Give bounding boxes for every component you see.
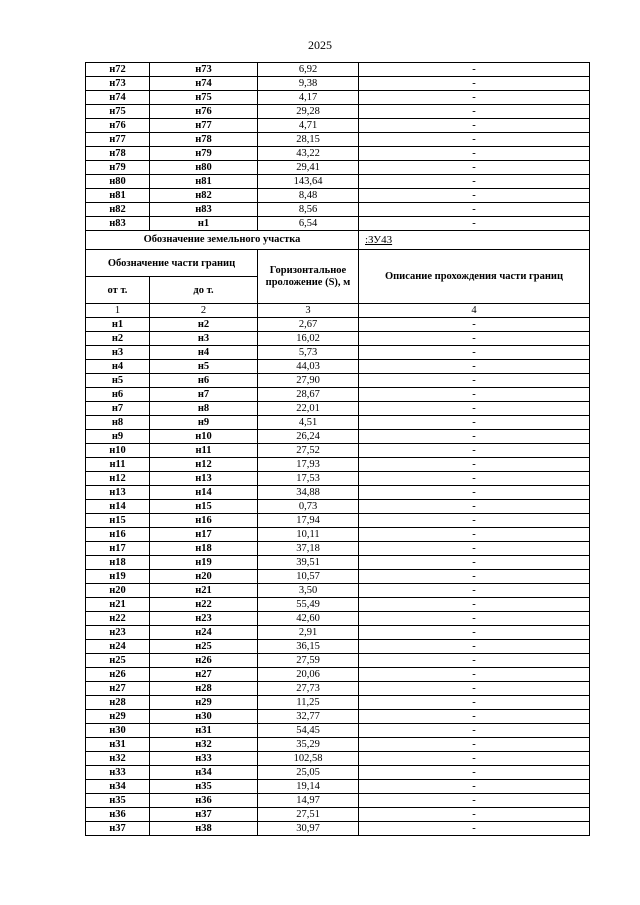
from-cell: н31 [86, 738, 150, 752]
length-cell: 4,17 [258, 91, 359, 105]
table-row [86, 203, 590, 217]
to-cell: н7 [150, 388, 258, 402]
from-cell: н15 [86, 514, 150, 528]
length-cell: 4,71 [258, 119, 359, 133]
table-row [86, 514, 590, 528]
header-from: от т. [86, 277, 150, 304]
desc-cell: - [359, 808, 590, 822]
table-row [86, 556, 590, 570]
from-cell: н2 [86, 332, 150, 346]
to-cell: н28 [150, 682, 258, 696]
table-row [86, 105, 590, 119]
table-row [86, 133, 590, 147]
from-cell: н8 [86, 416, 150, 430]
table-row [86, 822, 590, 836]
desc-cell: - [359, 486, 590, 500]
table-row [86, 346, 590, 360]
to-cell: н1 [150, 217, 258, 231]
to-cell: н20 [150, 570, 258, 584]
to-cell: н31 [150, 724, 258, 738]
to-cell: н33 [150, 752, 258, 766]
table-row [86, 766, 590, 780]
from-cell: н36 [86, 808, 150, 822]
length-cell: 11,25 [258, 696, 359, 710]
to-cell: н80 [150, 161, 258, 175]
from-cell: н10 [86, 444, 150, 458]
length-cell: 20,06 [258, 668, 359, 682]
desc-cell: - [359, 189, 590, 203]
length-cell: 27,51 [258, 808, 359, 822]
table-row [86, 63, 590, 77]
table-row [86, 416, 590, 430]
table-row [86, 612, 590, 626]
to-cell: н3 [150, 332, 258, 346]
length-cell: 28,67 [258, 388, 359, 402]
to-cell: н83 [150, 203, 258, 217]
length-cell: 39,51 [258, 556, 359, 570]
desc-cell: - [359, 668, 590, 682]
from-cell: н37 [86, 822, 150, 836]
length-cell: 5,73 [258, 346, 359, 360]
desc-cell: - [359, 346, 590, 360]
to-cell: н79 [150, 147, 258, 161]
boundary-table [85, 62, 590, 836]
length-cell: 27,52 [258, 444, 359, 458]
desc-cell: - [359, 654, 590, 668]
desc-cell: - [359, 91, 590, 105]
desc-cell: - [359, 472, 590, 486]
table-row [86, 598, 590, 612]
table-row [86, 175, 590, 189]
length-cell: 36,15 [258, 640, 359, 654]
to-cell: н22 [150, 598, 258, 612]
length-cell: 14,97 [258, 794, 359, 808]
from-cell: н30 [86, 724, 150, 738]
desc-cell: - [359, 360, 590, 374]
desc-cell: - [359, 682, 590, 696]
length-cell: 35,29 [258, 738, 359, 752]
length-cell: 2,91 [258, 626, 359, 640]
to-cell: н75 [150, 91, 258, 105]
table-row [86, 626, 590, 640]
from-cell: н22 [86, 612, 150, 626]
length-cell: 42,60 [258, 612, 359, 626]
table-row [86, 542, 590, 556]
desc-cell: - [359, 63, 590, 77]
length-cell: 29,41 [258, 161, 359, 175]
desc-cell: - [359, 105, 590, 119]
length-cell: 17,53 [258, 472, 359, 486]
from-cell: н13 [86, 486, 150, 500]
length-cell: 2,67 [258, 318, 359, 332]
from-cell: н3 [86, 346, 150, 360]
to-cell: н30 [150, 710, 258, 724]
header-part-designation: Обозначение части границ [86, 250, 258, 277]
header-num-2: 2 [150, 304, 258, 318]
header-to: до т. [150, 277, 258, 304]
from-cell: н72 [86, 63, 150, 77]
length-cell: 55,49 [258, 598, 359, 612]
desc-cell: - [359, 77, 590, 91]
table-row [86, 780, 590, 794]
desc-cell: - [359, 444, 590, 458]
desc-cell: - [359, 133, 590, 147]
length-cell: 32,77 [258, 710, 359, 724]
to-cell: н16 [150, 514, 258, 528]
length-cell: 17,93 [258, 458, 359, 472]
to-cell: н38 [150, 822, 258, 836]
length-cell: 25,05 [258, 766, 359, 780]
header-row-1 [86, 250, 590, 277]
to-cell: н78 [150, 133, 258, 147]
table-row [86, 189, 590, 203]
desc-cell: - [359, 175, 590, 189]
desc-cell: - [359, 780, 590, 794]
desc-cell: - [359, 217, 590, 231]
from-cell: н28 [86, 696, 150, 710]
length-cell: 29,28 [258, 105, 359, 119]
to-cell: н82 [150, 189, 258, 203]
from-cell: н34 [86, 780, 150, 794]
desc-cell: - [359, 430, 590, 444]
table-row [86, 91, 590, 105]
desc-cell: - [359, 696, 590, 710]
length-cell: 143,64 [258, 175, 359, 189]
desc-cell: - [359, 402, 590, 416]
table-row [86, 738, 590, 752]
length-cell: 44,03 [258, 360, 359, 374]
table-row [86, 430, 590, 444]
from-cell: н11 [86, 458, 150, 472]
from-cell: н73 [86, 77, 150, 91]
to-cell: н6 [150, 374, 258, 388]
desc-cell: - [359, 161, 590, 175]
table-row [86, 332, 590, 346]
table-row [86, 402, 590, 416]
table-row [86, 444, 590, 458]
to-cell: н14 [150, 486, 258, 500]
length-cell: 28,15 [258, 133, 359, 147]
from-cell: н17 [86, 542, 150, 556]
desc-cell: - [359, 514, 590, 528]
from-cell: н81 [86, 189, 150, 203]
table-row [86, 682, 590, 696]
to-cell: н76 [150, 105, 258, 119]
to-cell: н4 [150, 346, 258, 360]
desc-cell: - [359, 119, 590, 133]
length-cell: 26,24 [258, 430, 359, 444]
from-cell: н18 [86, 556, 150, 570]
from-cell: н33 [86, 766, 150, 780]
table-row [86, 640, 590, 654]
desc-cell: - [359, 570, 590, 584]
table-row [86, 161, 590, 175]
header-num-3: 3 [258, 304, 359, 318]
from-cell: н24 [86, 640, 150, 654]
to-cell: н18 [150, 542, 258, 556]
table-row [86, 472, 590, 486]
to-cell: н21 [150, 584, 258, 598]
length-cell: 30,97 [258, 822, 359, 836]
desc-cell: - [359, 556, 590, 570]
desc-cell: - [359, 752, 590, 766]
to-cell: н74 [150, 77, 258, 91]
from-cell: н75 [86, 105, 150, 119]
to-cell: н5 [150, 360, 258, 374]
table-row [86, 119, 590, 133]
to-cell: н35 [150, 780, 258, 794]
to-cell: н23 [150, 612, 258, 626]
to-cell: н26 [150, 654, 258, 668]
desc-cell: - [359, 724, 590, 738]
desc-cell: - [359, 147, 590, 161]
desc-cell: - [359, 458, 590, 472]
length-cell: 6,92 [258, 63, 359, 77]
from-cell: н76 [86, 119, 150, 133]
to-cell: н11 [150, 444, 258, 458]
desc-cell: - [359, 500, 590, 514]
table-row [86, 388, 590, 402]
section-header [86, 231, 590, 318]
length-cell: 27,73 [258, 682, 359, 696]
length-cell: 8,48 [258, 189, 359, 203]
from-cell: н32 [86, 752, 150, 766]
table-row [86, 724, 590, 738]
table-row [86, 500, 590, 514]
length-cell: 43,22 [258, 147, 359, 161]
table-row [86, 696, 590, 710]
length-cell: 0,73 [258, 500, 359, 514]
table-row [86, 808, 590, 822]
table-row [86, 147, 590, 161]
length-cell: 16,02 [258, 332, 359, 346]
from-cell: н74 [86, 91, 150, 105]
length-cell: 102,58 [258, 752, 359, 766]
from-cell: н78 [86, 147, 150, 161]
desc-cell: - [359, 794, 590, 808]
top-rows [86, 63, 590, 231]
desc-cell: - [359, 332, 590, 346]
length-cell: 27,90 [258, 374, 359, 388]
to-cell: н13 [150, 472, 258, 486]
header-numbers-row [86, 304, 590, 318]
to-cell: н32 [150, 738, 258, 752]
table-row [86, 570, 590, 584]
from-cell: н20 [86, 584, 150, 598]
from-cell: н14 [86, 500, 150, 514]
page-number: 2025 [308, 38, 332, 52]
table-row [86, 584, 590, 598]
from-cell: н19 [86, 570, 150, 584]
table-row [86, 654, 590, 668]
section-code: :ЗУ43 [359, 231, 590, 250]
table-row [86, 318, 590, 332]
desc-cell: - [359, 710, 590, 724]
section-title: Обозначение земельного участка [86, 231, 359, 250]
length-cell: 37,18 [258, 542, 359, 556]
from-cell: н6 [86, 388, 150, 402]
desc-cell: - [359, 318, 590, 332]
header-horizontal: Горизонтальное проложение (S), м [258, 250, 359, 304]
table-row [86, 486, 590, 500]
table-row [86, 528, 590, 542]
to-cell: н9 [150, 416, 258, 430]
desc-cell: - [359, 584, 590, 598]
length-cell: 6,54 [258, 217, 359, 231]
from-cell: н35 [86, 794, 150, 808]
to-cell: н27 [150, 668, 258, 682]
to-cell: н15 [150, 500, 258, 514]
from-cell: н12 [86, 472, 150, 486]
to-cell: н81 [150, 175, 258, 189]
from-cell: н83 [86, 217, 150, 231]
table-row [86, 217, 590, 231]
from-cell: н25 [86, 654, 150, 668]
to-cell: н12 [150, 458, 258, 472]
from-cell: н23 [86, 626, 150, 640]
desc-cell: - [359, 598, 590, 612]
main-rows [86, 318, 590, 836]
length-cell: 9,38 [258, 77, 359, 91]
desc-cell: - [359, 528, 590, 542]
from-cell: н7 [86, 402, 150, 416]
to-cell: н29 [150, 696, 258, 710]
from-cell: н1 [86, 318, 150, 332]
from-cell: н21 [86, 598, 150, 612]
table-row [86, 794, 590, 808]
length-cell: 10,57 [258, 570, 359, 584]
to-cell: н8 [150, 402, 258, 416]
from-cell: н82 [86, 203, 150, 217]
table-row [86, 458, 590, 472]
to-cell: н24 [150, 626, 258, 640]
from-cell: н79 [86, 161, 150, 175]
table-row [86, 360, 590, 374]
desc-cell: - [359, 203, 590, 217]
to-cell: н25 [150, 640, 258, 654]
table-row [86, 752, 590, 766]
header-num-4: 4 [359, 304, 590, 318]
desc-cell: - [359, 766, 590, 780]
section-title-row [86, 231, 590, 250]
to-cell: н10 [150, 430, 258, 444]
desc-cell: - [359, 612, 590, 626]
length-cell: 17,94 [258, 514, 359, 528]
desc-cell: - [359, 640, 590, 654]
to-cell: н77 [150, 119, 258, 133]
from-cell: н29 [86, 710, 150, 724]
desc-cell: - [359, 822, 590, 836]
to-cell: н37 [150, 808, 258, 822]
desc-cell: - [359, 374, 590, 388]
length-cell: 54,45 [258, 724, 359, 738]
from-cell: н26 [86, 668, 150, 682]
desc-cell: - [359, 738, 590, 752]
from-cell: н77 [86, 133, 150, 147]
to-cell: н73 [150, 63, 258, 77]
table-row [86, 710, 590, 724]
length-cell: 4,51 [258, 416, 359, 430]
table-row [86, 77, 590, 91]
length-cell: 34,88 [258, 486, 359, 500]
length-cell: 3,50 [258, 584, 359, 598]
desc-cell: - [359, 542, 590, 556]
table-row [86, 374, 590, 388]
to-cell: н2 [150, 318, 258, 332]
desc-cell: - [359, 388, 590, 402]
desc-cell: - [359, 416, 590, 430]
from-cell: н80 [86, 175, 150, 189]
desc-cell: - [359, 626, 590, 640]
to-cell: н17 [150, 528, 258, 542]
from-cell: н9 [86, 430, 150, 444]
from-cell: н16 [86, 528, 150, 542]
to-cell: н36 [150, 794, 258, 808]
from-cell: н5 [86, 374, 150, 388]
length-cell: 22,01 [258, 402, 359, 416]
length-cell: 10,11 [258, 528, 359, 542]
header-num-1: 1 [86, 304, 150, 318]
to-cell: н34 [150, 766, 258, 780]
length-cell: 19,14 [258, 780, 359, 794]
header-description: Описание прохождения части границ [359, 250, 590, 304]
length-cell: 27,59 [258, 654, 359, 668]
length-cell: 8,56 [258, 203, 359, 217]
from-cell: н27 [86, 682, 150, 696]
to-cell: н19 [150, 556, 258, 570]
table-row [86, 668, 590, 682]
from-cell: н4 [86, 360, 150, 374]
